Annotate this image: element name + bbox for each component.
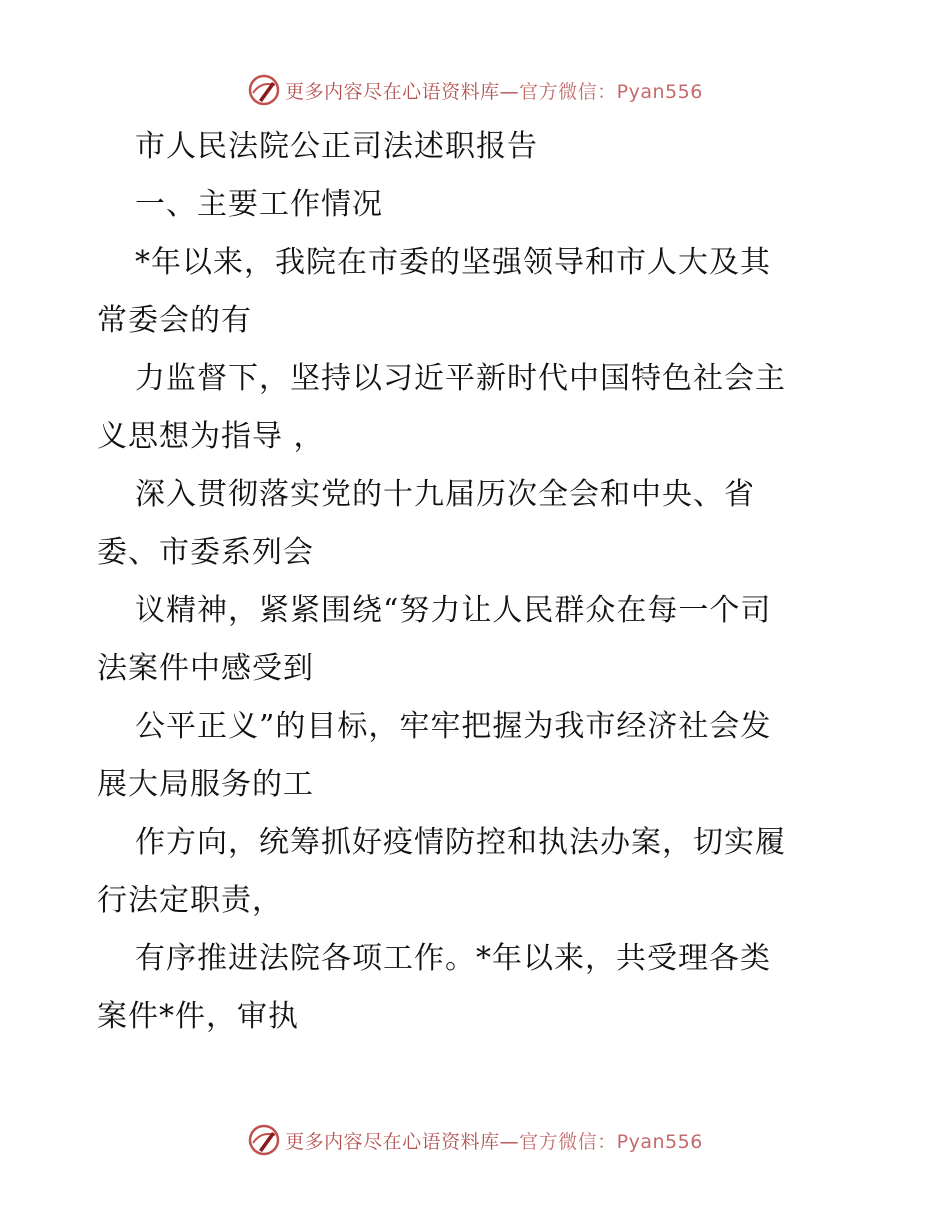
paragraph-line: 作方向，统筹抓好疫情防控和执法办案，切实履 [135, 825, 786, 860]
paragraph-line: 案件*件，审执 [97, 999, 299, 1034]
red-pen-swirl-icon [247, 1123, 281, 1157]
watermark-text: 更多内容尽在心语资料库—官方微信：Pyan556 [285, 1130, 703, 1153]
section-heading: 一、主要工作情况 [135, 187, 383, 222]
document-title: 市人民法院公正司法述职报告 [135, 129, 538, 164]
paragraph-line: 公平正义”的目标，牢牢把握为我市经济社会发 [135, 709, 772, 744]
paragraph-line: 深入贯彻落实党的十九届历次全会和中央、省 [135, 477, 755, 512]
header-watermark [0, 70, 950, 110]
paragraph-line: 法案件中感受到 [97, 651, 314, 686]
paragraph-line: *年以来，我院在市委的坚强领导和市人大及其 [135, 245, 771, 280]
red-pen-swirl-icon [247, 73, 281, 107]
document-body [97, 118, 857, 1046]
paragraph-line: 有序推进法院各项工作。*年以来，共受理各类 [135, 941, 771, 976]
paragraph-line: 委、市委系列会 [97, 535, 314, 570]
paragraph-line: 义思想为指导 ， [97, 419, 325, 454]
paragraph-line: 常委会的有 [97, 303, 252, 338]
paragraph-line: 力监督下，坚持以习近平新时代中国特色社会主 [135, 361, 786, 396]
paragraph-line: 议精神，紧紧围绕“努力让人民群众在每一个司 [135, 593, 772, 628]
paragraph-line: 展大局服务的工 [97, 767, 314, 802]
paragraph-line: 行法定职责， [97, 883, 283, 918]
watermark-text: 更多内容尽在心语资料库—官方微信：Pyan556 [285, 80, 703, 103]
footer-watermark [0, 1120, 950, 1160]
